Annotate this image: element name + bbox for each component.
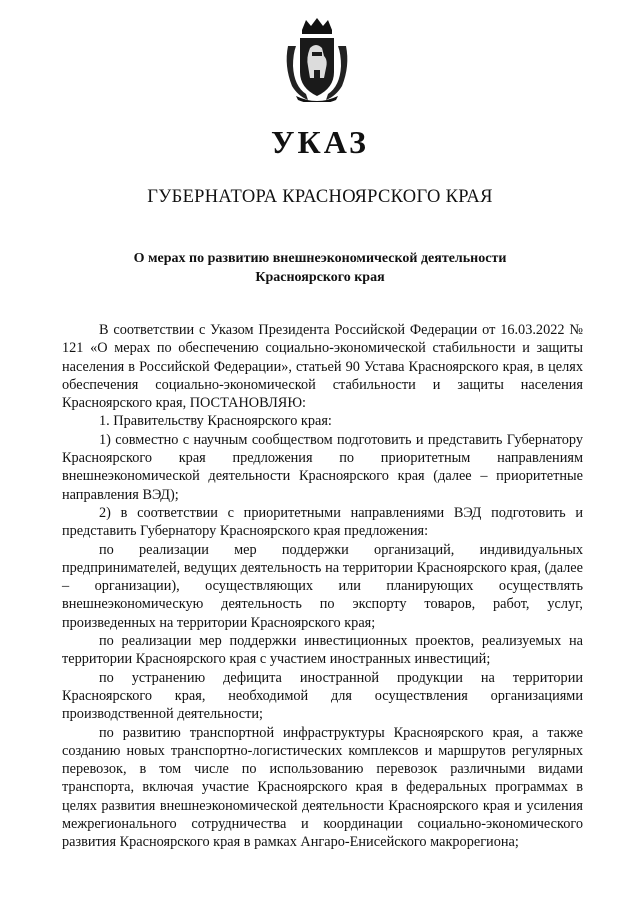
body-paragraph-item-1: 1. Правительству Красноярского края:: [99, 413, 332, 430]
body-paragraph-preamble: В соответствии с Указом Президента Российской Федерации от 16.03.2022 № 121 «О мерах по обеспечению социально-экономической стабильности и защиты населения в Российской Федерации», статьей 90 Устава Красноярского края, в целях обеспечения социально-экономической стабильности и защиты населения Красноярского края, ПОСТАНОВЛЯЮ:: [62, 322, 583, 412]
body-paragraph-item-1-2: 2) в соответствии с приоритетными направлениями ВЭД подготовить и представить Губернатору Красноярского края предложения:: [62, 504, 583, 540]
body-paragraph-item-1-1: 1) совместно с научным сообществом подготовить и представить Губернатору Красноярского края предложения по приоритетным направлениям внешнеэкономической деятельности Красноярского края (далее – приоритетные направления ВЭД);: [62, 431, 583, 503]
document-heading-line1: О мерах по развитию внешнеэкономической деятельности: [133, 251, 507, 266]
document-heading: [70, 249, 570, 287]
document-title: УКАЗ: [271, 124, 369, 160]
body-paragraph-import-deficit: по устранению дефицита иностранной продукции на территории Красноярского края, необходимой для осуществления организациями производственной деятельности;: [62, 669, 583, 723]
body-paragraph-transport: по развитию транспортной инфраструктуры Красноярского края, а также созданию новых транспортно-логистических комплексов и маршрутов регулярных перевозок, в том числе по использованию перевозок различными видами транспорта, включая участие Красноярского края в федеральных программах в целях развития внешнеэкономической деятельности Красноярского края и усиления межрегионального сотрудничества и координации социально-экономического развития Красноярского края в рамках Ангаро-Енисейского макрорегиона;: [62, 724, 583, 851]
krasnoyarsk-coat-of-arms-icon: [282, 16, 352, 102]
document-heading-line2: Красноярского края: [255, 270, 385, 285]
body-paragraph-support-organizations: по реализации мер поддержки организаций, индивидуальных предпринимателей, ведущих деятельность на территории Красноярского края, (далее – организации), осуществляющих или планирующих осуществлять внешнеэкономическую деятельность по экспорту товаров, работ, услуг, произведенных на территории Красноярского края;: [62, 541, 583, 631]
document-body: [62, 321, 583, 852]
document-issuer: ГУБЕРНАТОРА КРАСНОЯРСКОГО КРАЯ: [147, 187, 493, 207]
body-paragraph-investment-projects: по реализации мер поддержки инвестиционных проектов, реализуемых на территории Красноярского края с участием иностранных инвестиций;: [62, 633, 583, 668]
